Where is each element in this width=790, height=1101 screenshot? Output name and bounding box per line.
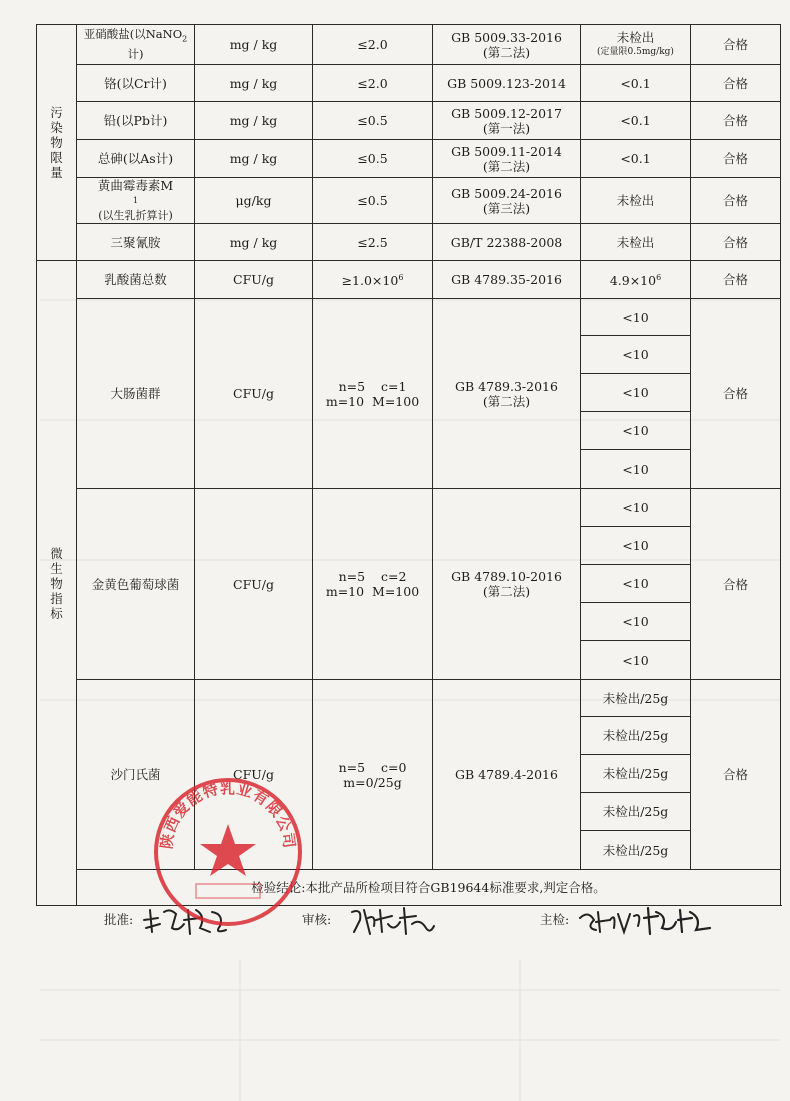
- verdict-cell: 合格: [691, 680, 781, 870]
- limit-cell: n=5 c=1 m=10 M=100: [313, 299, 433, 489]
- stamp-text: 陕西爱能特乳业有限公司: [157, 779, 299, 851]
- verdict-cell: 合格: [691, 489, 781, 680]
- verdict-cell: 合格: [691, 25, 781, 65]
- result-cell: <10: [581, 565, 691, 603]
- item-coliform: 大肠菌群: [77, 299, 195, 489]
- table-row: [37, 680, 781, 717]
- item-lead: 铅(以Pb计): [77, 102, 195, 140]
- limit-cell: n=5 c=0 m=0/25g: [313, 680, 433, 870]
- item-chromium: 铬(以Cr计): [77, 65, 195, 102]
- table-row: [37, 25, 781, 65]
- table-row: [37, 489, 781, 527]
- verdict-cell: 合格: [691, 299, 781, 489]
- result-cell: 未检出/25g: [581, 831, 691, 870]
- item-salmonella: 沙门氏菌: [77, 680, 195, 870]
- item-arsenic: 总砷(以As计): [77, 140, 195, 178]
- verdict-cell: 合格: [691, 261, 781, 299]
- limit-cell: ≤0.5: [313, 140, 433, 178]
- unit-cell: CFU/g: [195, 680, 313, 870]
- unit-cell: CFU/g: [195, 261, 313, 299]
- result-cell: <10: [581, 603, 691, 641]
- category-pollutant: 污 染 物 限 量: [37, 25, 77, 261]
- method-cell: GB 4789.35-2016: [433, 261, 581, 299]
- inspector-signature: [576, 898, 716, 942]
- verdict-cell: 合格: [691, 178, 781, 224]
- result-cell: <0.1: [581, 65, 691, 102]
- result-cell: <10: [581, 450, 691, 489]
- result-cell: <10: [581, 299, 691, 336]
- method-cell: GB 4789.4-2016: [433, 680, 581, 870]
- unit-cell: CFU/g: [195, 489, 313, 680]
- result-cell: 未检出/25g: [581, 680, 691, 717]
- conclusion-text: 检验结论:本批产品所检项目符合GB19644标准要求,判定合格。: [77, 870, 781, 906]
- limit-cell: ≤2.0: [313, 65, 433, 102]
- stamp-star-icon: [200, 824, 256, 876]
- approve-label: 批准:: [104, 912, 134, 927]
- table-row: [37, 299, 781, 336]
- item-aflatoxin: 黄曲霉毒素M 1 (以生乳折算计): [77, 178, 195, 224]
- category-micro: 微 生 物 指 标: [37, 261, 77, 906]
- unit-cell: CFU/g: [195, 299, 313, 489]
- company-stamp: [148, 772, 308, 932]
- signature-row: [0, 898, 790, 942]
- unit-cell: μg/kg: [195, 178, 313, 224]
- unit-cell: mg / kg: [195, 140, 313, 178]
- method-cell: GB/T 22388-2008: [433, 224, 581, 261]
- result-cell: 未检出/25g: [581, 755, 691, 793]
- verdict-cell: 合格: [691, 224, 781, 261]
- verdict-cell: 合格: [691, 140, 781, 178]
- table-row: [37, 261, 781, 299]
- unit-cell: mg / kg: [195, 102, 313, 140]
- result-cell: <10: [581, 641, 691, 680]
- item-nitrite: 亚硝酸盐(以NaNO$_2$计): [77, 25, 195, 65]
- verdict-cell: 合格: [691, 102, 781, 140]
- item-staph: 金黄色葡萄球菌: [77, 489, 195, 680]
- limit-cell: ≤0.5: [313, 178, 433, 224]
- method-cell: GB 5009.24-2016 (第三法): [433, 178, 581, 224]
- method-cell: GB 4789.10-2016 (第二法): [433, 489, 581, 680]
- method-cell: GB 5009.11-2014 (第二法): [433, 140, 581, 178]
- result-cell: 未检出/25g: [581, 717, 691, 755]
- limit-cell: ≤2.0: [313, 25, 433, 65]
- result-cell: 未检出: [581, 178, 691, 224]
- limit-cell: n=5 c=2 m=10 M=100: [313, 489, 433, 680]
- unit-cell: mg / kg: [195, 25, 313, 65]
- table-row: [37, 224, 781, 261]
- result-cell: <10: [581, 489, 691, 527]
- method-cell: GB 5009.12-2017 (第一法): [433, 102, 581, 140]
- table-row: [37, 178, 781, 224]
- method-cell: GB 4789.3-2016 (第二法): [433, 299, 581, 489]
- result-cell: <10: [581, 336, 691, 374]
- result-cell: <10: [581, 527, 691, 565]
- item-melamine: 三聚氰胺: [77, 224, 195, 261]
- item-lactic: 乳酸菌总数: [77, 261, 195, 299]
- result-cell: <0.1: [581, 102, 691, 140]
- result-cell: $4.9\times 10^6$: [581, 261, 691, 299]
- table-row: [37, 140, 781, 178]
- result-cell: <10: [581, 374, 691, 412]
- verdict-cell: 合格: [691, 65, 781, 102]
- review-label: 审核:: [302, 912, 332, 927]
- table-row: [37, 102, 781, 140]
- result-cell: 未检出: [581, 224, 691, 261]
- table-row: [37, 65, 781, 102]
- result-cell: <10: [581, 412, 691, 450]
- limit-cell: ≤2.5: [313, 224, 433, 261]
- method-cell: GB 5009.123-2014: [433, 65, 581, 102]
- unit-cell: mg / kg: [195, 65, 313, 102]
- result-cell: 未检出/25g: [581, 793, 691, 831]
- unit-cell: mg / kg: [195, 224, 313, 261]
- method-cell: GB 5009.33-2016 (第二法): [433, 25, 581, 65]
- limit-cell: ≤0.5: [313, 102, 433, 140]
- result-cell: <0.1: [581, 140, 691, 178]
- review-signature: [348, 898, 438, 942]
- result-cell: 未检出 (定量限0.5mg/kg): [581, 25, 691, 65]
- inspector-label: 主检:: [540, 912, 570, 927]
- limit-cell: $\ge 1.0\times 10^6$: [313, 261, 433, 299]
